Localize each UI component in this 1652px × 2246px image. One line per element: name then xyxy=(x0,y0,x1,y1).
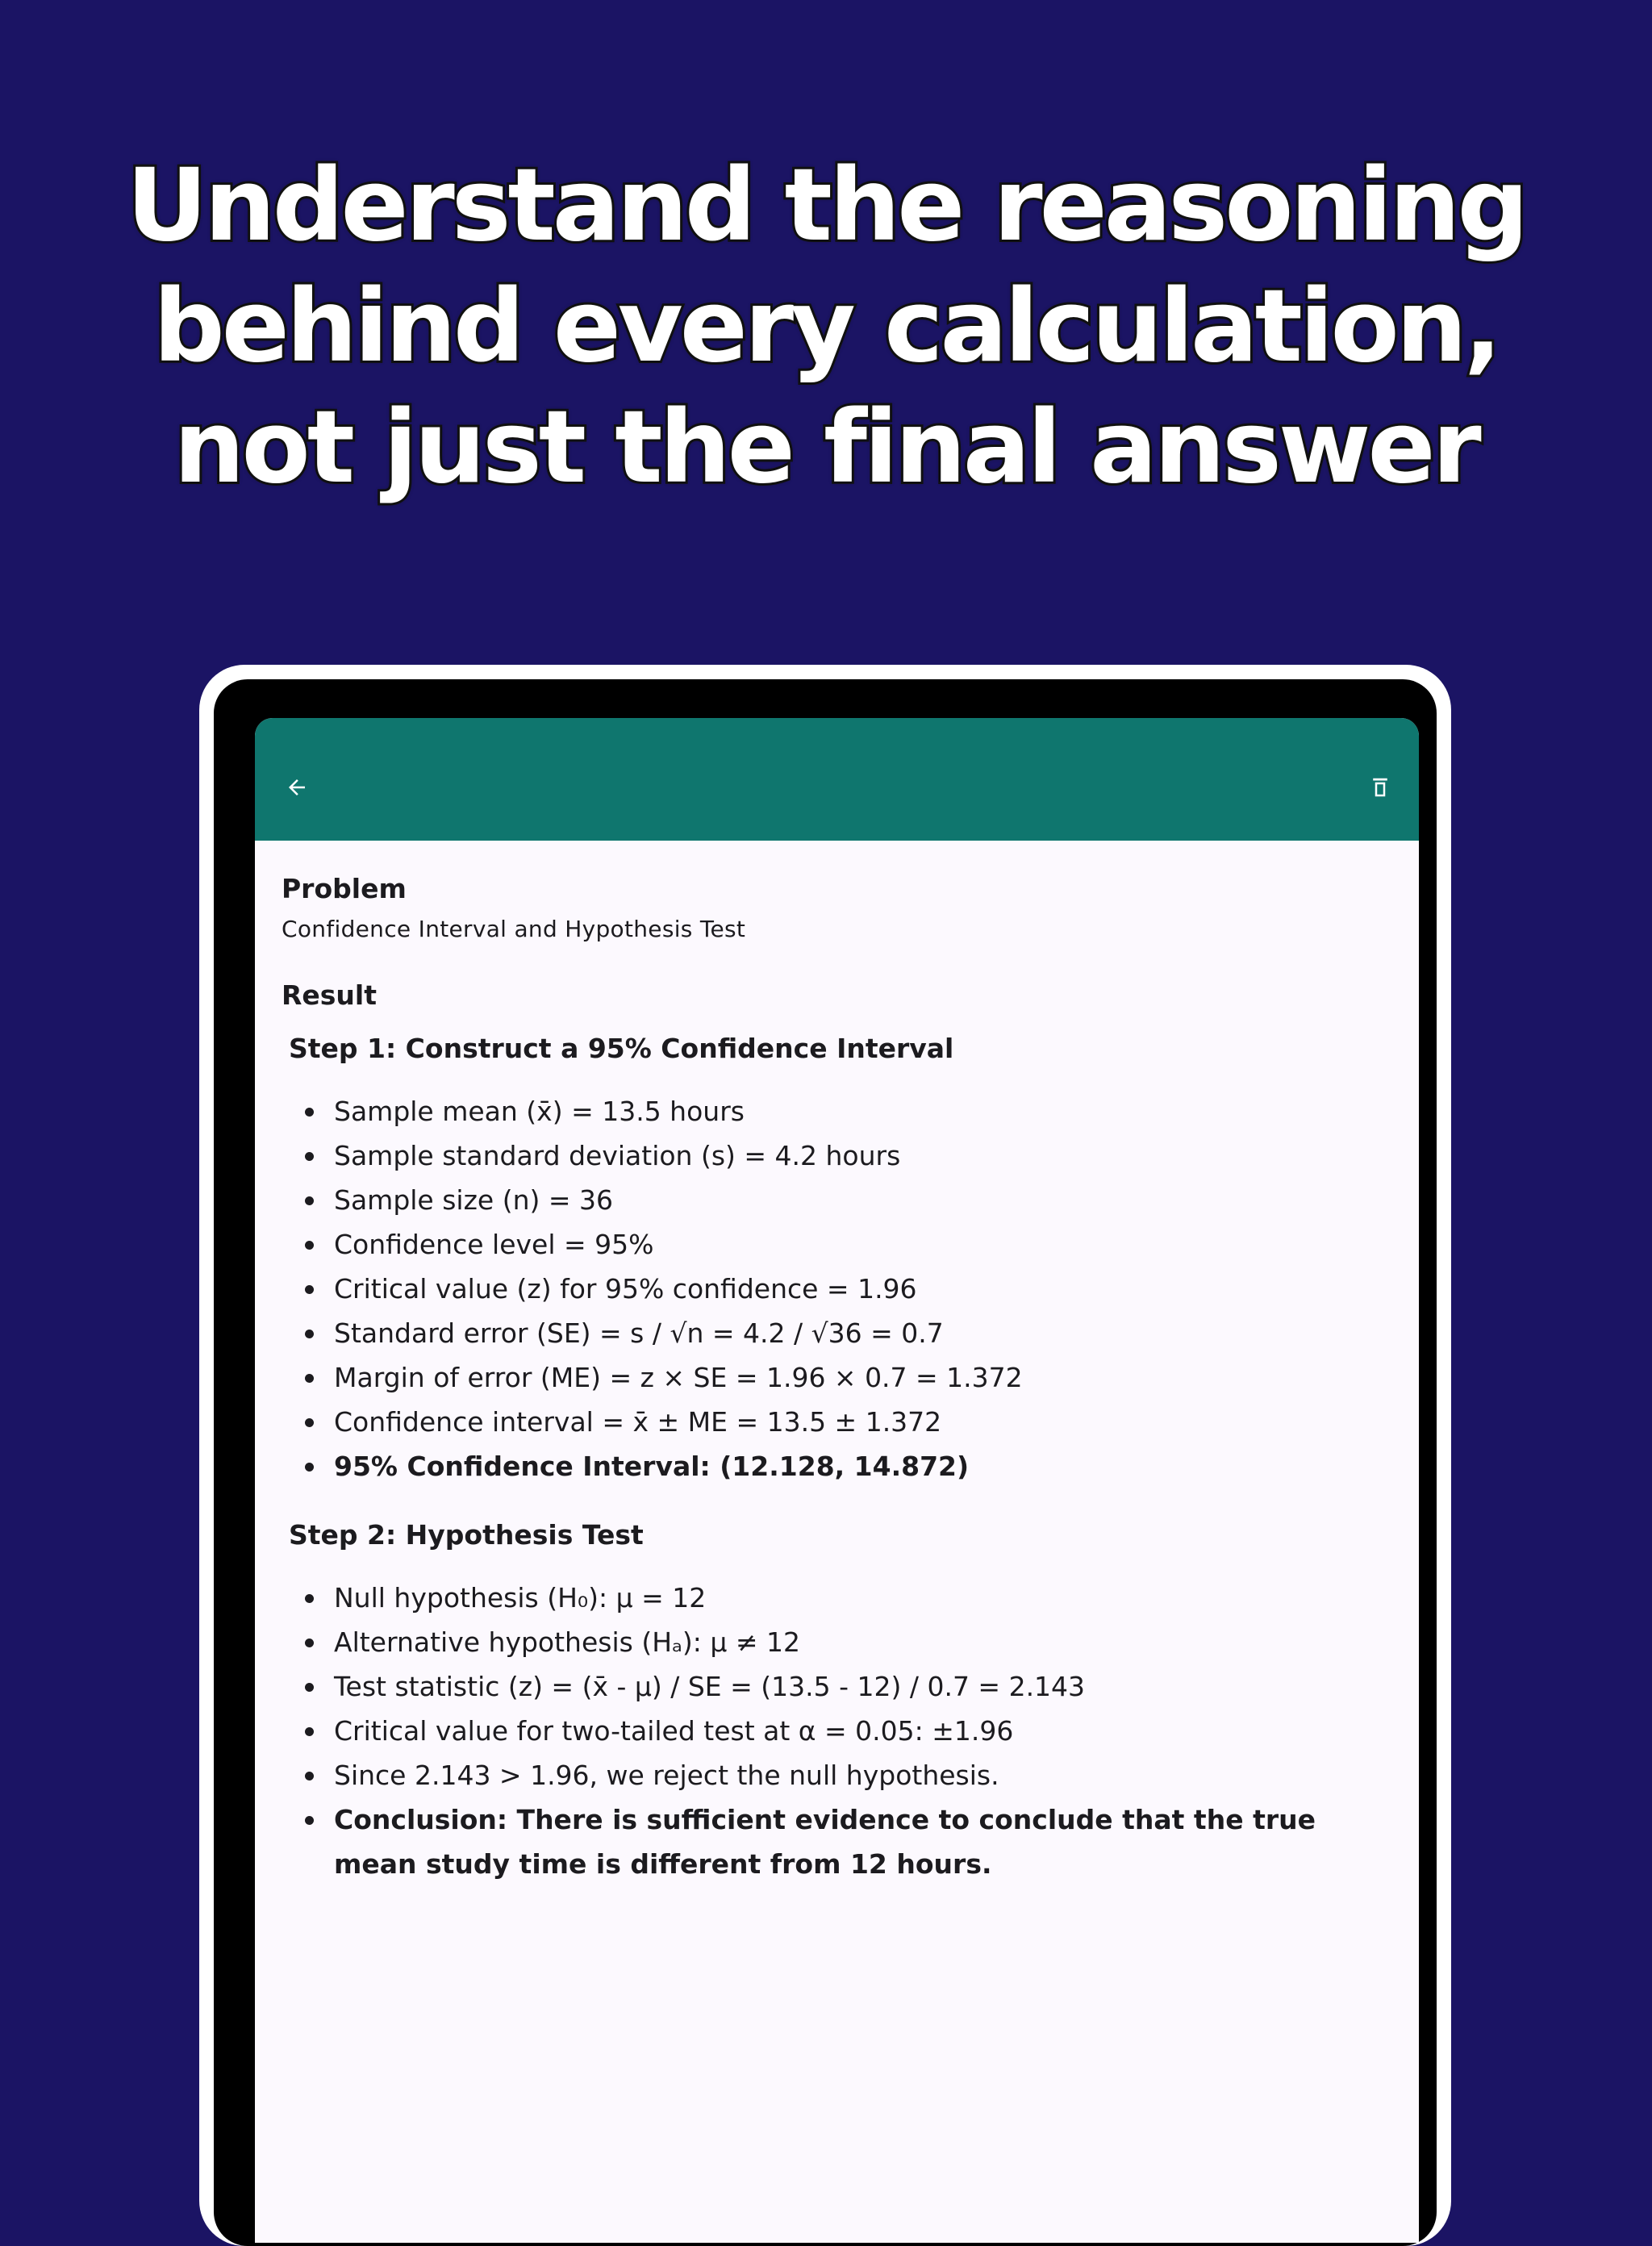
list-item: Since 2.143 > 1.96, we reject the null hypothesis. xyxy=(334,1753,1370,1797)
step1-list xyxy=(282,1089,1370,1488)
delete-button[interactable] xyxy=(1361,768,1400,807)
list-item: Confidence level = 95% xyxy=(334,1222,1370,1267)
list-item: Confidence interval = x̄ ± ME = 13.5 ± 1.372 xyxy=(334,1400,1370,1444)
list-item: Margin of error (ME) = z × SE = 1.96 × 0.7 = 1.372 xyxy=(334,1355,1370,1400)
arrow-left-icon xyxy=(285,775,309,799)
list-item: Critical value for two-tailed test at α = 0.05: ±1.96 xyxy=(334,1709,1370,1753)
headline-line-1: Understand the reasoning xyxy=(126,148,1526,264)
app-bar xyxy=(255,718,1419,841)
result-label: Result xyxy=(282,979,378,1011)
result-content xyxy=(282,871,1370,1886)
list-item: Test statistic (z) = (x̄ - μ) / SE = (13.5 - 12) / 0.7 = 2.143 xyxy=(334,1664,1370,1709)
trash-icon xyxy=(1368,775,1392,799)
list-item: Null hypothesis (H₀): μ = 12 xyxy=(334,1576,1370,1620)
step2-heading: Step 2: Hypothesis Test xyxy=(289,1519,644,1551)
list-item: Critical value (z) for 95% confidence = 1.96 xyxy=(334,1267,1370,1311)
headline-line-3: not just the final answer xyxy=(173,390,1479,506)
step2-list xyxy=(282,1576,1370,1886)
marketing-headline xyxy=(0,145,1652,508)
problem-label: Problem xyxy=(282,873,407,904)
list-item: Alternative hypothesis (Hₐ): μ ≠ 12 xyxy=(334,1620,1370,1664)
problem-title: Confidence Interval and Hypothesis Test xyxy=(282,916,746,942)
confidence-interval-result: 95% Confidence Interval: (12.128, 14.872) xyxy=(334,1444,1370,1488)
list-item: Standard error (SE) = s / √n = 4.2 / √36 = 0.7 xyxy=(334,1311,1370,1355)
conclusion-result: Conclusion: There is sufficient evidence to conclude that the true mean study time is different from 12 hours. xyxy=(334,1797,1326,1886)
list-item: Sample size (n) = 36 xyxy=(334,1178,1370,1222)
tablet-bezel xyxy=(214,679,1437,2246)
app-screen xyxy=(255,718,1419,2243)
tablet-frame xyxy=(199,665,1451,2246)
headline-line-2: behind every calculation, xyxy=(152,269,1500,385)
step1-heading: Step 1: Construct a 95% Confidence Interval xyxy=(289,1033,954,1064)
list-item: Sample mean (x̄) = 13.5 hours xyxy=(334,1089,1370,1133)
back-button[interactable] xyxy=(277,768,316,807)
list-item: Sample standard deviation (s) = 4.2 hours xyxy=(334,1133,1370,1178)
